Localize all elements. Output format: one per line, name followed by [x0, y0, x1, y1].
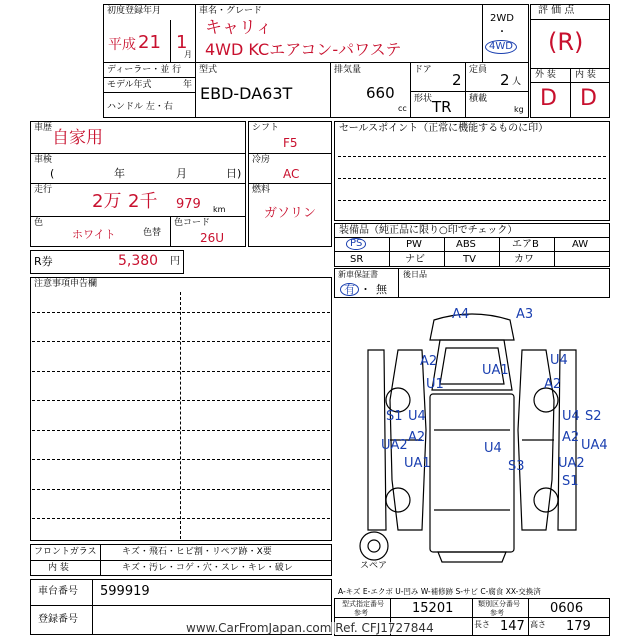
color-label: 色 [34, 218, 44, 228]
class-number: 0606 [550, 601, 584, 616]
shape: TR [432, 98, 452, 116]
mileage-label: 走行 [34, 185, 53, 195]
type-designation-number: 15201 [412, 601, 454, 616]
length-value: 147 [500, 619, 525, 634]
class-ref: 参考 [490, 609, 504, 617]
car-name: キャリィ [205, 18, 273, 38]
warranty-no: 無 [376, 283, 387, 296]
damage-mark: U4 [550, 353, 568, 368]
type-designation-ref: 参考 [354, 609, 368, 617]
interior-grade: D [580, 86, 597, 111]
drive-dot: ・ [497, 27, 507, 38]
reg-year: 21 [138, 32, 161, 53]
model-label: 型式 [199, 65, 218, 75]
damage-mark: S2 [585, 409, 602, 424]
damage-mark: A2 [420, 354, 438, 369]
rating-value: (R) [548, 28, 584, 56]
capacity: 2 [500, 71, 510, 89]
era: 平成 [108, 37, 136, 53]
color-value: ホワイト [72, 228, 116, 241]
mileage-rest: 979 [176, 197, 201, 212]
equip-ps: PS [346, 238, 366, 250]
equip-navi: ナビ [405, 254, 425, 265]
front-glass-label: フロントガラス [34, 547, 97, 557]
damage-mark: UA1 [404, 456, 431, 471]
damage-mark: A2 [562, 430, 580, 445]
inspection-month: 月 [176, 167, 187, 180]
equipment-label: 装備品（純正品に限り○印でチェック） [339, 225, 518, 236]
capacity-label: 定員 [469, 65, 488, 75]
inspection-day: 日) [226, 167, 242, 180]
chassis-label: 車台番号 [38, 586, 78, 597]
recycle-value: 5,380 [118, 253, 159, 269]
shape-label: 形状 [414, 94, 433, 104]
damage-mark: S3 [508, 459, 525, 474]
after-items-label: 後日品 [403, 270, 427, 279]
mileage-man: 2万 [92, 191, 122, 212]
damage-mark: U1 [426, 377, 444, 392]
recycle-box [30, 250, 184, 274]
reg-number-label: 登録番号 [38, 614, 78, 625]
dealer-label: ディーラー・並 行 [107, 65, 182, 75]
class-label: 類別区分番号 [478, 600, 520, 608]
history-label: 車歴 [34, 123, 53, 133]
exterior-grade: D [540, 86, 557, 111]
spare-label: スペア [360, 561, 388, 571]
equip-tv: TV [463, 254, 476, 265]
inspection-year: 年 [114, 167, 125, 180]
grade: 4WD KCエアコン-パワステ [205, 40, 402, 59]
equip-abs: ABS [456, 239, 476, 250]
month-unit: 月 [184, 50, 192, 59]
damage-mark: A2 [544, 377, 562, 392]
notes-box [30, 277, 332, 541]
chassis-number: 599919 [100, 584, 150, 599]
inspection-paren: ( [50, 167, 55, 180]
equip-pw: PW [406, 239, 422, 250]
recycle-label: R券 [34, 255, 53, 268]
inspection-label: 車検 [34, 155, 53, 165]
damage-mark: U4 [562, 409, 580, 424]
drive-2wd: 2WD [490, 13, 514, 24]
equip-leather: カワ [514, 254, 534, 265]
fuel-label: 燃料 [252, 185, 271, 195]
recycle-unit: 円 [170, 256, 180, 267]
load-unit: kg [514, 105, 524, 114]
rating-label: 評 価 点 [538, 5, 575, 16]
mileage-sen: 2千 [128, 191, 158, 212]
aircon-label: 冷房 [252, 155, 271, 165]
displacement: 660 [366, 84, 395, 102]
damage-legend: A-キズ E-エクボ U-凹み W-補修跡 S-サビ C-腐食 XX-交換済 [338, 587, 541, 596]
damage-mark: A4 [452, 307, 470, 322]
watermark: www.CarFromJapan.com Ref. CFJ1727844 [186, 621, 434, 635]
damage-mark: S1 [562, 474, 579, 489]
color-code: 26U [200, 231, 225, 245]
sales-box [334, 121, 610, 221]
aircon-value: AC [283, 167, 300, 181]
length-label: 長さ [474, 620, 490, 629]
interior-options: キズ・汚レ・コゲ・穴・スレ・キレ・破レ [122, 563, 293, 573]
load-label: 積載 [469, 94, 488, 104]
interior-label: 内 装 [575, 70, 596, 80]
front-glass-options: キズ・飛石・ヒビ割・リペア跡・X要 [122, 547, 272, 557]
equip-aw: AW [572, 239, 589, 250]
damage-mark: UA2 [381, 438, 408, 453]
height-value: 179 [566, 619, 591, 634]
handle-label: ハンドル 左・右 [107, 102, 173, 112]
displacement-label: 排気量 [334, 65, 362, 75]
km-unit: km [213, 205, 226, 214]
damage-mark: U4 [484, 441, 502, 456]
damage-mark: A2 [408, 430, 426, 445]
model-year-label: モデル年式 [107, 80, 152, 90]
damage-mark: U4 [408, 409, 426, 424]
equip-sr: SR [350, 254, 364, 265]
shift-label: シフト [252, 123, 280, 133]
color-code-label: 色コード [174, 218, 211, 228]
shift-value: F5 [283, 136, 298, 150]
damage-mark: S1 [386, 409, 403, 424]
car-name-label: 車名・グレード [199, 6, 263, 16]
cc-unit: cc [398, 104, 407, 113]
drive-4wd: 4WD [485, 40, 517, 54]
sales-label: セールスポイント（正常に機能するものに印） [339, 123, 549, 134]
damage-mark: UA2 [558, 456, 585, 471]
damage-mark: A3 [516, 307, 534, 322]
model-year-unit: 年 [183, 80, 193, 90]
notes-label: 注意事項申告欄 [34, 279, 98, 289]
capacity-unit: 人 [512, 77, 522, 87]
warranty-label: 新車保証書 [338, 270, 378, 279]
equip-airbag: エアB [512, 239, 539, 250]
damage-mark: UA1 [482, 363, 509, 378]
history-value: 自家用 [52, 128, 103, 148]
warranty-yes: 有 [340, 283, 359, 296]
color-change-label: 色替 [143, 228, 162, 238]
interior-row-label: 内 装 [48, 563, 69, 573]
doors-label: ドア [414, 65, 432, 75]
height-label: 高さ [530, 620, 546, 629]
damage-mark: UA4 [581, 438, 608, 453]
model-code: EBD-DA63T [200, 84, 293, 103]
first-reg-label: 初度登録年月 [107, 6, 162, 16]
doors: 2 [452, 71, 462, 89]
reg-month: 1 [176, 32, 188, 53]
exterior-label: 外 装 [535, 70, 556, 80]
type-designation-label: 型式指定番号 [342, 600, 384, 608]
fuel-value: ガソリン [264, 206, 317, 221]
warranty-sep: ・ [360, 283, 371, 296]
